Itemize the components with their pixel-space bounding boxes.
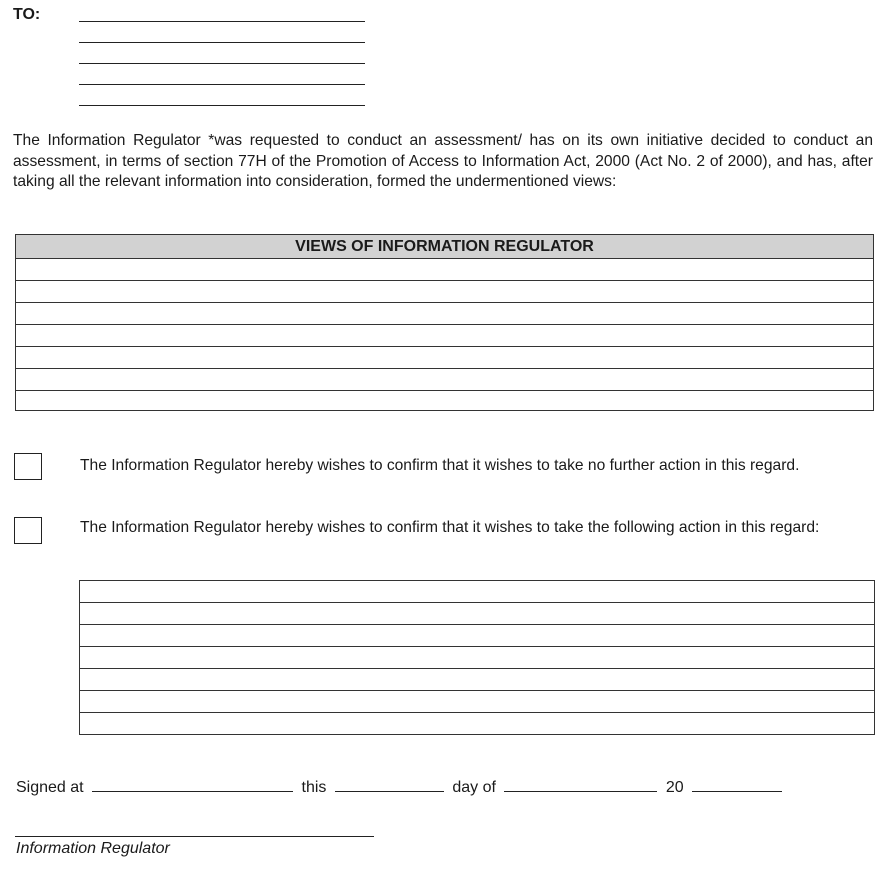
take-action-text: The Information Regulator hereby wishes to confirm that it wishes to take the following action in this regard: <box>80 519 820 536</box>
action-table-row[interactable] <box>80 691 874 713</box>
views-table-row[interactable] <box>16 259 873 281</box>
day-of-label: day of <box>452 779 496 796</box>
year-field[interactable] <box>692 777 782 792</box>
action-table-row[interactable] <box>80 603 874 625</box>
day-field[interactable] <box>335 777 444 792</box>
month-field[interactable] <box>504 777 657 792</box>
signed-at-field[interactable] <box>92 777 293 792</box>
regulator-signature-field[interactable] <box>15 836 374 837</box>
signed-at-label: Signed at <box>16 779 84 796</box>
views-table <box>15 234 874 411</box>
intro-paragraph: The Information Regulator *was requested to conduct an assessment/ has on its own initiative decided to conduct an assessment, in terms of section 77H of the Promotion of Access to Information Act, 2000 (Act No. 2 of 2000), and has, after taking all the relevant information into consideration, formed the undermentioned views: <box>13 132 873 190</box>
action-table-row[interactable] <box>80 581 874 603</box>
recipient-line-3[interactable] <box>79 63 365 64</box>
recipient-line-1[interactable] <box>79 21 365 22</box>
views-table-row[interactable] <box>16 369 873 391</box>
recipient-line-2[interactable] <box>79 42 365 43</box>
this-label: this <box>301 779 327 796</box>
action-table <box>79 580 875 735</box>
views-table-row[interactable] <box>16 391 873 410</box>
action-table-row[interactable] <box>80 647 874 669</box>
take-action-checkbox[interactable] <box>14 517 42 544</box>
views-table-row[interactable] <box>16 281 873 303</box>
views-table-row[interactable] <box>16 347 873 369</box>
views-table-header: VIEWS OF INFORMATION REGULATOR <box>16 235 873 259</box>
recipient-line-4[interactable] <box>79 84 365 85</box>
views-table-row[interactable] <box>16 303 873 325</box>
views-table-row[interactable] <box>16 325 873 347</box>
year-label: 20 <box>665 779 684 796</box>
action-table-row[interactable] <box>80 625 874 647</box>
action-table-row[interactable] <box>80 669 874 691</box>
action-table-row[interactable] <box>80 713 874 733</box>
signature-line <box>16 777 786 799</box>
recipient-line-5[interactable] <box>79 105 365 106</box>
no-further-action-checkbox[interactable] <box>14 453 42 480</box>
to-label: TO: <box>13 6 41 23</box>
no-further-action-text: The Information Regulator hereby wishes to confirm that it wishes to take no further action in this regard. <box>80 457 800 474</box>
regulator-caption: Information Regulator <box>16 840 170 857</box>
